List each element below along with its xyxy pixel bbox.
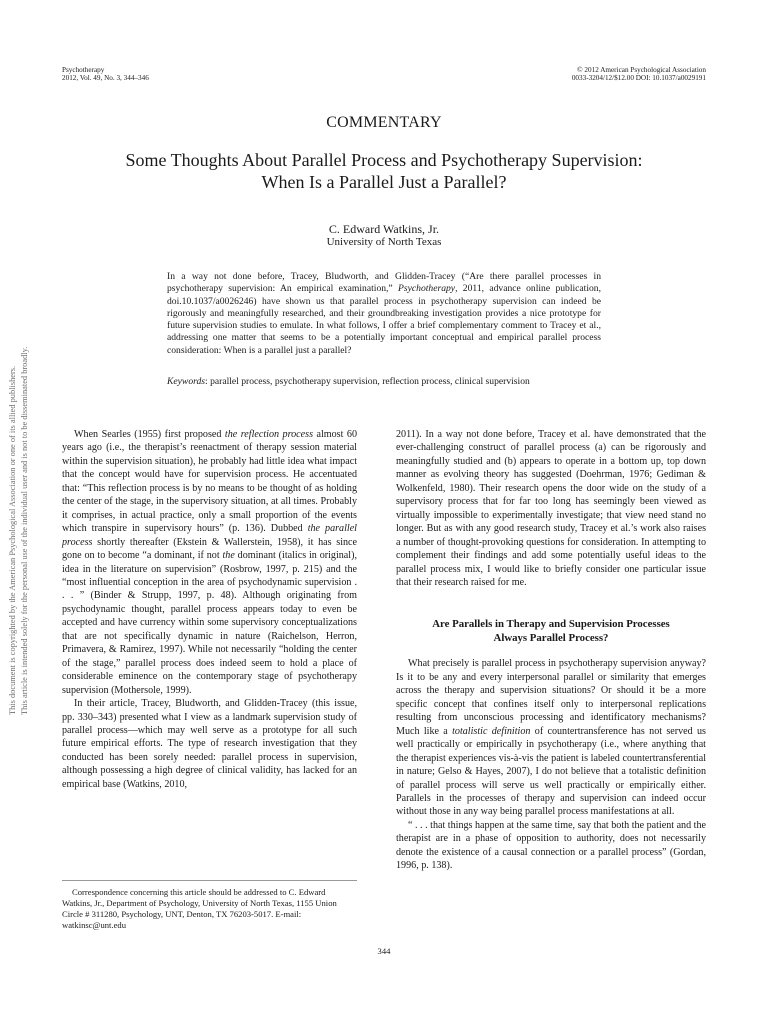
body-paragraph: In their article, Tracey, Bludworth, and Glidden-Tracey (this issue, pp. 330–343) presented what I view as a landmark supervision study of parallel process—which may well serve as a prototype for all such future empirical efforts. The type of research investigation that they conducted has been sorely needed: parallel process in supervision, although possessing a high degree of clinical validity, has lacked for an empirical base (Watkins, 2010, <box>62 698 357 790</box>
page-number: 344 <box>377 946 391 956</box>
copyright-notice-line-1: This document is copyrighted by the American Psychological Association or one of its allied publishers. <box>8 365 17 715</box>
journal-name: Psychotherapy <box>62 66 105 74</box>
emphasis: totalistic definition <box>452 725 531 737</box>
running-header-right <box>572 66 706 83</box>
body-paragraph <box>396 657 706 818</box>
copyright-notice <box>4 285 38 715</box>
text-run: dominant (italics in original), idea in the literature on supervision” (Rosbrow, 1997, p. 215) and the “most influential conception in the area of psychodynamic supervision . . . ” (Binder & Strupp, 1997, p. 48). Although originating from psychodynamic thought, parallel process appears today to even be accepted and have currency within some supervisory conceptualizations that are not specifically dynamic in nature (Raichelson, Herron, Primavera, & Ramirez, 1997). While not necessarily “holding the center of the stage,” parallel process does indeed seem to hold a place of considerable eminence on the contemporary stage of psychotherapy supervision (Mothersole, 1999). <box>62 550 357 696</box>
title-line-2: When Is a Parallel Just a Parallel? <box>261 172 507 192</box>
text-run: of countertransference has not served us well practically or empirically in psychotherapy (i.e., where anything that the therapist experiences vis-à-vis the patient is labeled countertransferential in nature; Gelso & Hayes, 2007), I do not believe that a totalistic definition of parallel process will serve us well practically or empirically either. Parallels in the processes of therapy and supervision can indeed occur without those in any way being parallel process manifestations at all. <box>396 725 706 818</box>
author-name: C. Edward Watkins, Jr. <box>328 222 440 236</box>
text-run: When Searles (1955) first proposed <box>74 429 225 440</box>
copyright-notice-line-2: This article is intended solely for the personal use of the individual user and is not to be disseminated broadly. <box>20 346 29 715</box>
volume-info: 2012, Vol. 49, No. 3, 344–346 <box>62 74 149 83</box>
keywords-text: : parallel process, psychotherapy supervision, reflection process, clinical supervision <box>205 376 530 387</box>
copyright-line: © 2012 American Psychological Association <box>577 66 706 74</box>
emphasis: the parallel process <box>62 523 357 548</box>
body-column-left <box>62 428 357 791</box>
emphasis: the reflection process <box>224 429 313 440</box>
footnote-text: Correspondence concerning this article should be addressed to C. Edward Watkins, Jr., Department of Psychology, University of North Texas, 1155 Union Circle # 311280, Psychology, UNT, Denton, TX 76203-5017. E-mail: watkinsc@unt.edu <box>62 887 337 930</box>
emphasis: the <box>222 550 235 562</box>
body-column-right <box>396 428 706 873</box>
body-paragraph <box>62 428 357 697</box>
author-affiliation: University of North Texas <box>326 236 442 248</box>
abstract-part-2: , 2011, advance online publication, doi.10.1037/a0026246) have shown us that parallel process in psychotherapy supervision can indeed be rigorously and meaningfully researched, and their groundbreaking investigation provides a nice prototype for future supervision studies to emulate. In what follows, I offer a brief complementary comment to Tracey et al., addressing one matter that seems to be a potentially important conceptual and empirical parallel process consideration: When is a parallel just a parallel? <box>167 283 602 356</box>
body-paragraph: “ . . . that things happen at the same time, say that both the patient and the therapist are in a phase of opposition to authority, does not necessarily denote the existence of a causal connection or a parallel process” (Gordan, 1996, p. 138). <box>396 819 706 872</box>
text-run: What precisely is parallel process in psychotherapy supervision anyway? Is it to be any and every interpersonal parallel or similarity that emerges across the therapy and supervision situations? Or should it be a more specific concept that confines itself only to interpersonal replications resulting from unconscious processing and identificatory mechanisms? Much like a <box>396 658 706 737</box>
title-line-1: Some Thoughts About Parallel Process and Psychotherapy Supervision: <box>125 150 643 170</box>
section-label: COMMENTARY <box>326 114 442 131</box>
abstract <box>167 271 601 357</box>
running-header-left <box>62 66 149 83</box>
article-title <box>0 149 768 193</box>
doi-line: 0033-3204/12/$12.00 DOI: 10.1037/a0029191 <box>571 74 706 83</box>
correspondence-footnote <box>62 880 357 931</box>
section-heading <box>396 617 706 645</box>
body-paragraph: 2011). In a way not done before, Tracey et al. have demonstrated that the ever-challenging construct of parallel process (a) can be rigorously and meaningfully studied and (b) appears to operate in a bottom up, top down manner as evolving theory has suggested (Doehrman, 1976; Gediman & Wolkenfeld, 1980). Their research opens the door wide on the study of a supervisory process that for far too long has seemingly been viewed as virtually impossible to experimentally investigate; that view need stand no longer. But as with any good research study, Tracey et al.’s work also raises a number of thought-provoking questions for consideration. In attempting to complement their findings and add some potentially useful ideas to the parallel process mix, I would like to briefly consider one particular issue that their research raised for me. <box>396 429 706 588</box>
text-run: almost 60 years ago (i.e., the therapist’s reenactment of therapy session material within the supervision situation), he probably had little idea what impact that the concept would have for supervision process. He accentuated that: “This reflection process is by no means to be thought of as holding the center of the stage, in the supervisory situation, at all times. Probably it comprises, in actual practice, only a small proportion of the events which transpire in supervisory hours” (p. 136). Dubbed <box>62 429 357 535</box>
keywords <box>167 376 601 387</box>
keywords-label: Keywords <box>167 376 206 387</box>
section-heading-line-2: Always Parallel Process? <box>493 632 609 645</box>
section-heading-line-1: Are Parallels in Therapy and Supervision Processes <box>432 618 670 631</box>
abstract-part-1: In a way not done before, Tracey, Bludworth, and Glidden-Tracey (“Are there parallel processes in psychotherapy supervision: An empirical examination,” <box>167 271 601 295</box>
abstract-journal: Psychotherapy <box>398 283 456 295</box>
text-run: shortly thereafter (Ekstein & Wallerstein, 1958), it has since gone on to become “a dominant, if not <box>62 536 357 562</box>
